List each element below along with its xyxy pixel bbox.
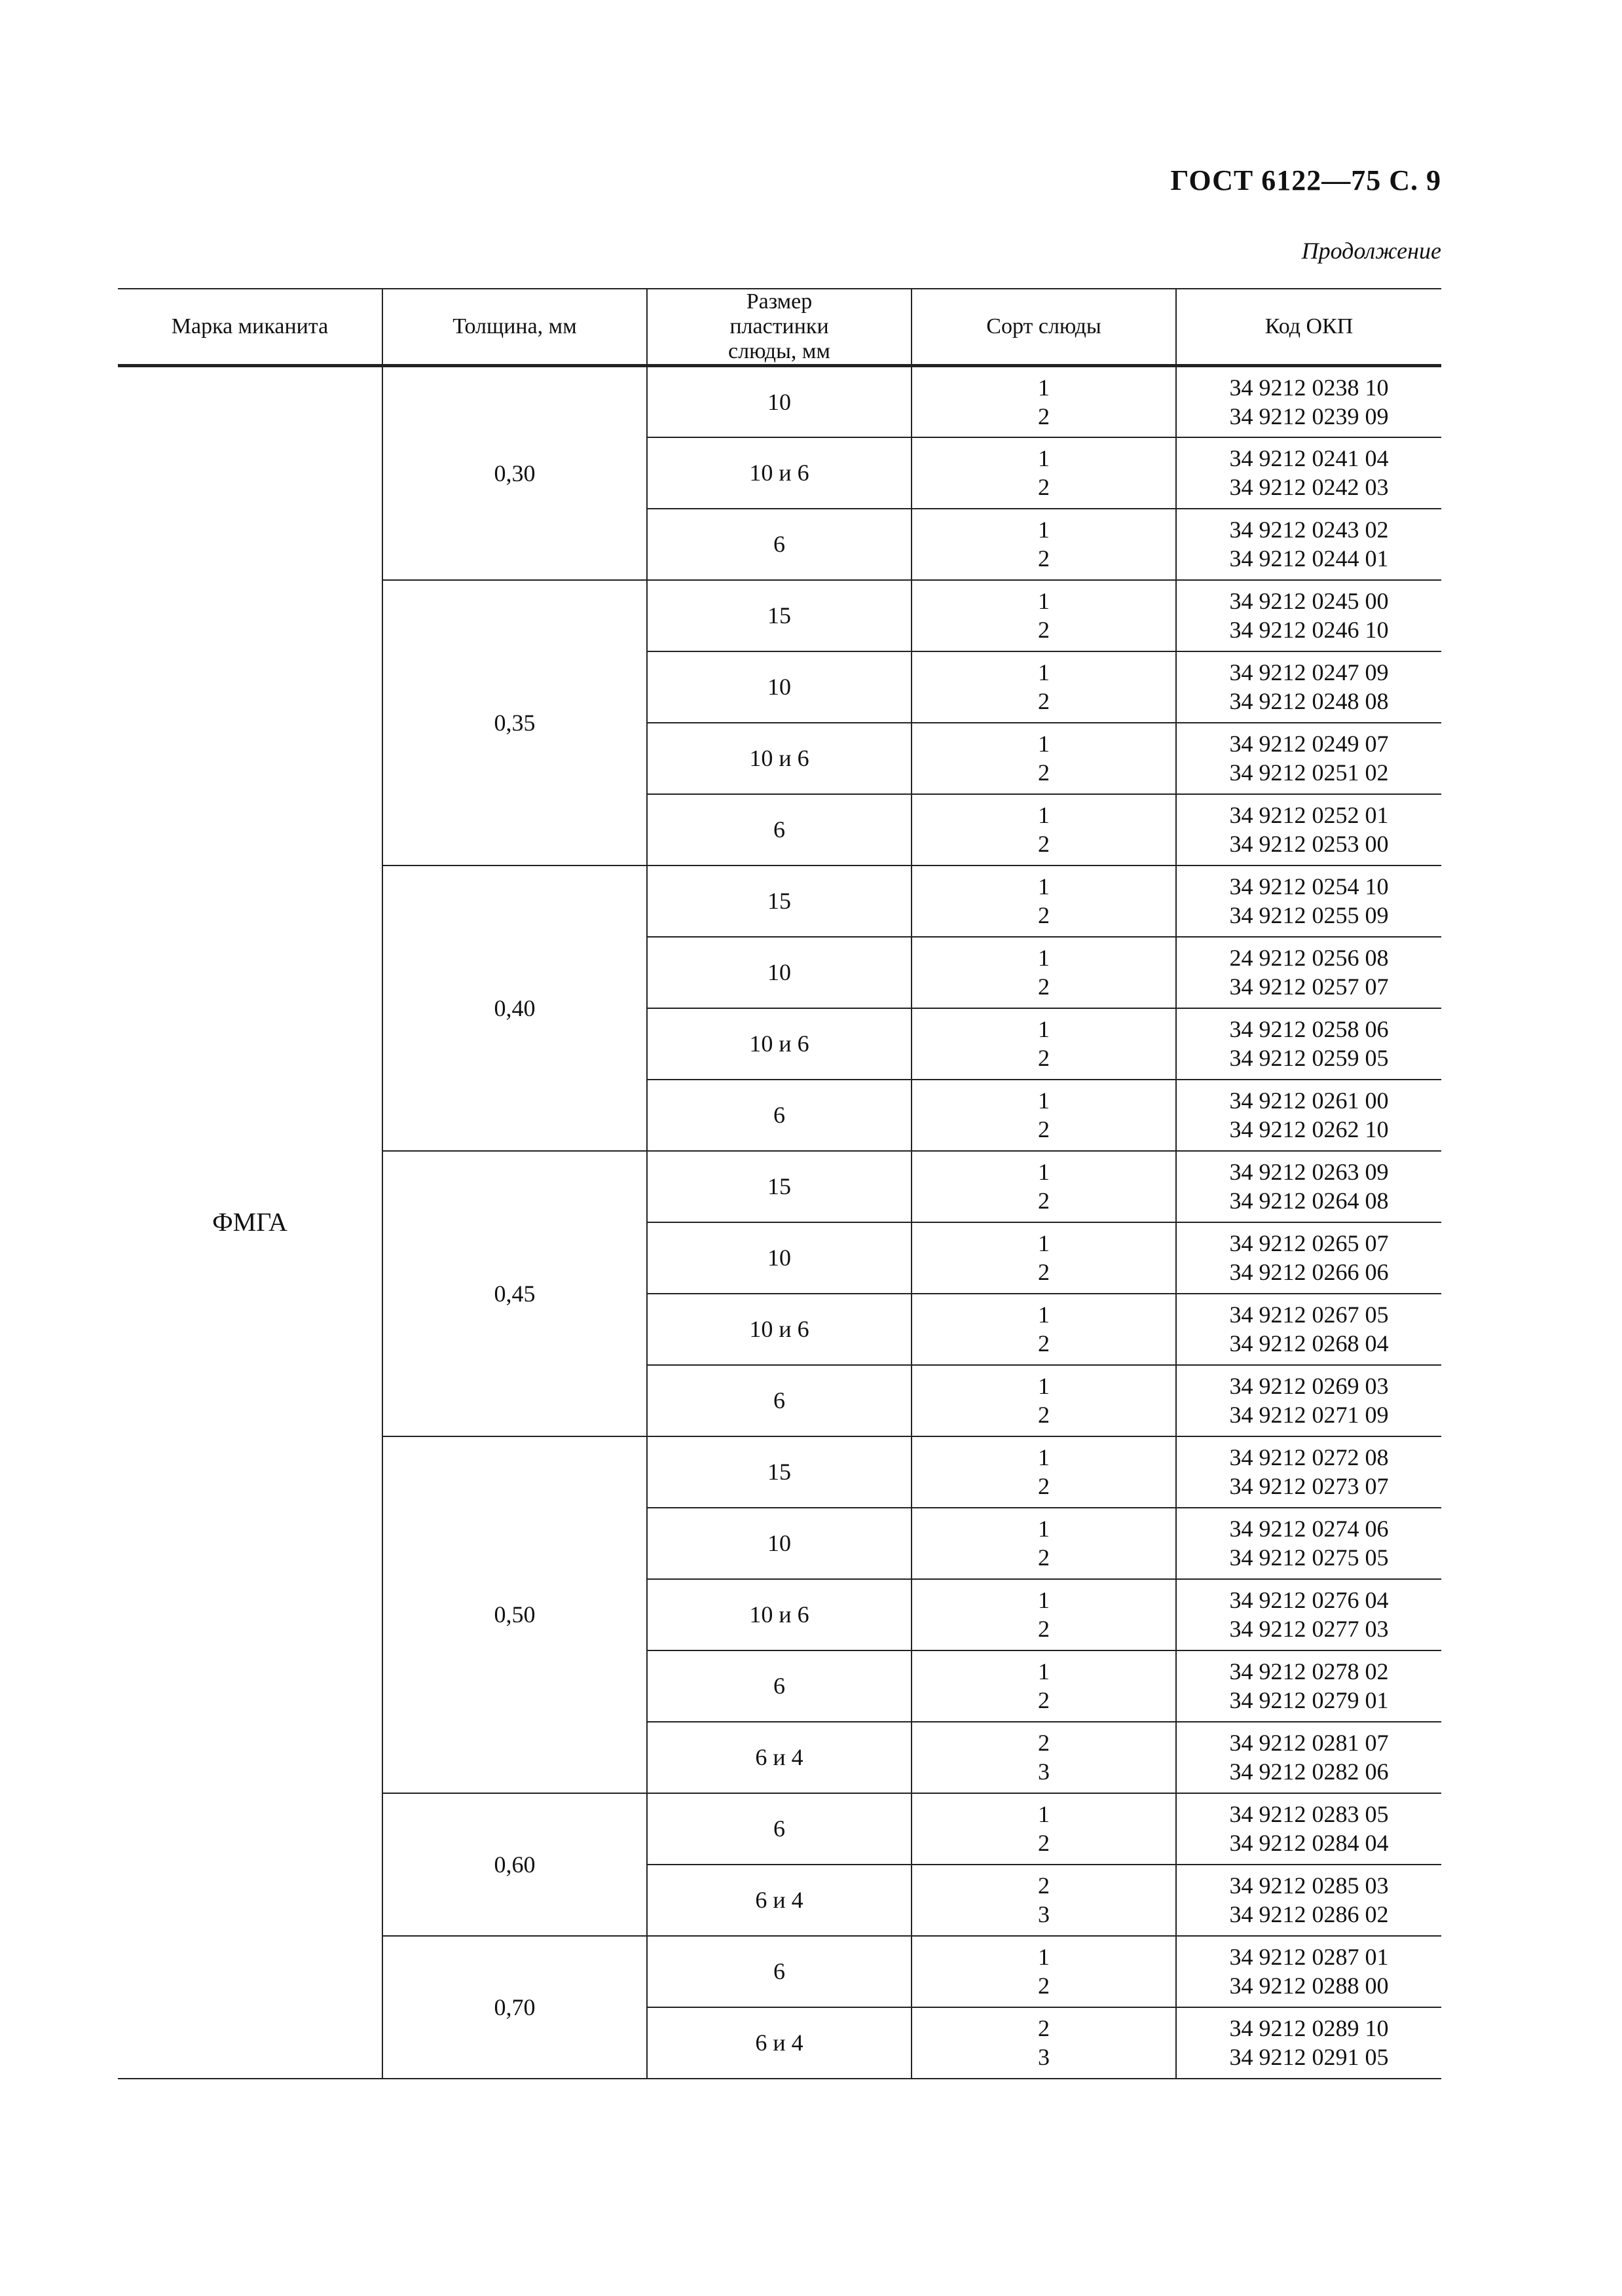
mica-grade-value: 1 <box>1038 1658 1050 1685</box>
mica-grade-value: 2 <box>1038 1473 1050 1499</box>
mica-grade-cell <box>912 580 1176 651</box>
plate-size-cell: 10 и 6 <box>647 437 912 509</box>
okp-code-value: 34 9212 0249 07 <box>1229 731 1389 757</box>
mica-grade-cell <box>912 1222 1176 1294</box>
okp-code-value: 34 9212 0247 09 <box>1229 659 1389 685</box>
okp-code-value: 34 9212 0279 01 <box>1229 1687 1389 1713</box>
okp-code-table <box>118 288 1441 2079</box>
okp-code-value: 34 9212 0264 08 <box>1229 1188 1389 1214</box>
mica-grade-cell <box>912 651 1176 723</box>
okp-code-value: 34 9212 0246 10 <box>1229 617 1389 643</box>
plate-size-cell: 10 и 6 <box>647 1579 912 1650</box>
mica-grade-value: 2 <box>1038 1872 1050 1899</box>
continuation-label: Продолжение <box>1301 238 1441 264</box>
mica-grade-cell <box>912 1436 1176 1508</box>
mica-grade-value: 2 <box>1038 617 1050 643</box>
okp-code-value: 34 9212 0284 04 <box>1229 1830 1389 1856</box>
okp-code-value: 34 9212 0251 02 <box>1229 759 1389 786</box>
plate-size-cell: 15 <box>647 1151 912 1222</box>
mica-grade-value: 1 <box>1038 1944 1050 1970</box>
thickness-cell: 0,60 <box>382 1793 647 1936</box>
okp-code-value: 34 9212 0248 08 <box>1229 688 1389 714</box>
mica-grade-value: 2 <box>1038 1188 1050 1214</box>
mica-grade-cell <box>912 437 1176 509</box>
plate-size-cell: 15 <box>647 580 912 651</box>
mica-grade-cell <box>912 1865 1176 1936</box>
mica-grade-cell <box>912 509 1176 580</box>
mica-grade-value: 2 <box>1038 474 1050 500</box>
okp-code-value: 34 9212 0242 03 <box>1229 474 1389 500</box>
okp-code-cell <box>1176 1080 1441 1151</box>
okp-code-value: 34 9212 0282 06 <box>1229 1758 1389 1785</box>
mica-grade-value: 1 <box>1038 374 1050 401</box>
plate-size-cell: 6 <box>647 1080 912 1151</box>
mica-grade-value: 2 <box>1038 902 1050 928</box>
mica-grade-value: 2 <box>1038 1687 1050 1713</box>
mica-grade-cell <box>912 1579 1176 1650</box>
mica-grade-value: 1 <box>1038 1087 1050 1114</box>
okp-code-cell <box>1176 437 1441 509</box>
plate-size-cell: 10 и 6 <box>647 723 912 794</box>
mica-grade-value: 2 <box>1038 1330 1050 1357</box>
okp-code-cell <box>1176 2007 1441 2079</box>
okp-code-cell <box>1176 1222 1441 1294</box>
column-header-mica-grade: Сорт слюды <box>912 289 1176 366</box>
mica-grade-value: 2 <box>1038 545 1050 572</box>
plate-size-cell: 15 <box>647 1436 912 1508</box>
table-header-row <box>118 289 1441 366</box>
mica-grade-value: 1 <box>1038 445 1050 471</box>
okp-code-value: 34 9212 0245 00 <box>1229 588 1389 614</box>
mica-grade-value: 1 <box>1038 1444 1050 1470</box>
okp-code-value: 34 9212 0269 03 <box>1229 1373 1389 1399</box>
plate-size-cell: 6 <box>647 794 912 866</box>
plate-size-cell: 10 <box>647 1222 912 1294</box>
okp-code-cell <box>1176 1294 1441 1365</box>
okp-code-value: 34 9212 0239 09 <box>1229 403 1389 429</box>
table-row <box>118 366 1441 437</box>
mica-grade-value: 2 <box>1038 403 1050 429</box>
mica-grade-cell <box>912 1294 1176 1365</box>
page-header: ГОСТ 6122—75 С. 9 <box>1170 164 1441 196</box>
plate-size-cell: 15 <box>647 866 912 937</box>
mica-grade-cell <box>912 723 1176 794</box>
mica-grade-value: 1 <box>1038 1230 1050 1256</box>
okp-code-value: 34 9212 0275 05 <box>1229 1544 1389 1571</box>
thickness-cell: 0,45 <box>382 1151 647 1436</box>
okp-code-cell <box>1176 509 1441 580</box>
okp-code-value: 34 9212 0289 10 <box>1229 2015 1389 2041</box>
mica-grade-value: 2 <box>1038 1402 1050 1428</box>
okp-code-cell <box>1176 1365 1441 1436</box>
okp-code-value: 34 9212 0278 02 <box>1229 1658 1389 1685</box>
plate-size-cell: 6 и 4 <box>647 2007 912 2079</box>
mica-grade-value: 1 <box>1038 1373 1050 1399</box>
mica-grade-cell <box>912 1151 1176 1222</box>
okp-code-value: 34 9212 0252 01 <box>1229 802 1389 828</box>
okp-code-value: 34 9212 0271 09 <box>1229 1402 1389 1428</box>
okp-code-value: 34 9212 0243 02 <box>1229 517 1389 543</box>
column-header-okp-code: Код ОКП <box>1176 289 1441 366</box>
mica-grade-value: 2 <box>1038 1830 1050 1856</box>
okp-code-cell <box>1176 723 1441 794</box>
mica-grade-value: 3 <box>1038 1758 1050 1785</box>
okp-code-value: 34 9212 0244 01 <box>1229 545 1389 572</box>
mica-grade-cell <box>912 1365 1176 1436</box>
okp-code-value: 34 9212 0258 06 <box>1229 1016 1389 1042</box>
mica-grade-cell <box>912 1793 1176 1865</box>
okp-code-value: 34 9212 0253 00 <box>1229 831 1389 857</box>
okp-code-value: 34 9212 0268 04 <box>1229 1330 1389 1357</box>
mica-grade-value: 1 <box>1038 1801 1050 1827</box>
mica-grade-cell <box>912 937 1176 1008</box>
okp-code-value: 34 9212 0273 07 <box>1229 1473 1389 1499</box>
okp-code-cell <box>1176 1579 1441 1650</box>
plate-size-cell: 6 и 4 <box>647 1865 912 1936</box>
plate-size-cell: 6 <box>647 1936 912 2007</box>
table-body <box>118 366 1441 2079</box>
mica-grade-value: 1 <box>1038 945 1050 971</box>
okp-code-value: 34 9212 0291 05 <box>1229 2044 1389 2070</box>
okp-code-value: 34 9212 0266 06 <box>1229 1259 1389 1285</box>
mica-grade-cell <box>912 2007 1176 2079</box>
mica-grade-value: 2 <box>1038 1616 1050 1642</box>
plate-size-cell: 6 <box>647 1650 912 1722</box>
mica-grade-cell <box>912 1080 1176 1151</box>
thickness-cell: 0,50 <box>382 1436 647 1793</box>
okp-code-cell <box>1176 1865 1441 1936</box>
mica-grade-value: 2 <box>1038 2015 1050 2041</box>
plate-size-cell: 10 <box>647 937 912 1008</box>
okp-code-cell <box>1176 366 1441 437</box>
mica-grade-value: 1 <box>1038 1302 1050 1328</box>
okp-code-value: 34 9212 0261 00 <box>1229 1087 1389 1114</box>
okp-code-value: 34 9212 0283 05 <box>1229 1801 1389 1827</box>
mica-grade-cell <box>912 1722 1176 1793</box>
okp-code-value: 34 9212 0286 02 <box>1229 1901 1389 1927</box>
okp-code-value: 34 9212 0281 07 <box>1229 1730 1389 1756</box>
okp-code-cell <box>1176 1436 1441 1508</box>
plate-size-cell: 10 и 6 <box>647 1294 912 1365</box>
mica-grade-value: 3 <box>1038 1901 1050 1927</box>
mark-cell: ФМГА <box>118 366 382 2079</box>
mica-grade-cell <box>912 1508 1176 1579</box>
okp-code-value: 34 9212 0288 00 <box>1229 1973 1389 1999</box>
mica-grade-value: 1 <box>1038 588 1050 614</box>
mica-grade-value: 1 <box>1038 731 1050 757</box>
okp-code-value: 34 9212 0265 07 <box>1229 1230 1389 1256</box>
okp-code-value: 34 9212 0285 03 <box>1229 1872 1389 1899</box>
okp-code-value: 34 9212 0277 03 <box>1229 1616 1389 1642</box>
okp-code-value: 34 9212 0259 05 <box>1229 1045 1389 1071</box>
mica-grade-value: 1 <box>1038 873 1050 900</box>
plate-size-cell: 6 <box>647 1365 912 1436</box>
mica-grade-value: 2 <box>1038 1544 1050 1571</box>
mica-grade-value: 2 <box>1038 1116 1050 1142</box>
mica-grade-cell <box>912 1650 1176 1722</box>
mica-grade-value: 3 <box>1038 2044 1050 2070</box>
mica-grade-value: 1 <box>1038 1587 1050 1613</box>
okp-code-value: 34 9212 0276 04 <box>1229 1587 1389 1613</box>
mica-grade-cell <box>912 1936 1176 2007</box>
column-header-mark: Марка миканита <box>118 289 382 366</box>
mica-grade-value: 2 <box>1038 759 1050 786</box>
okp-code-value: 34 9212 0257 07 <box>1229 974 1389 1000</box>
okp-code-cell <box>1176 1008 1441 1080</box>
okp-code-value: 34 9212 0238 10 <box>1229 374 1389 401</box>
okp-code-cell <box>1176 580 1441 651</box>
okp-code-value: 34 9212 0241 04 <box>1229 445 1389 471</box>
okp-code-cell <box>1176 794 1441 866</box>
mica-grade-value: 1 <box>1038 1159 1050 1185</box>
mica-grade-value: 2 <box>1038 974 1050 1000</box>
plate-size-cell: 10 <box>647 366 912 437</box>
okp-code-value: 34 9212 0254 10 <box>1229 873 1389 900</box>
plate-size-cell: 10 <box>647 651 912 723</box>
plate-size-cell: 10 <box>647 1508 912 1579</box>
okp-code-cell <box>1176 937 1441 1008</box>
okp-code-cell <box>1176 1936 1441 2007</box>
mica-grade-cell <box>912 1008 1176 1080</box>
okp-code-cell <box>1176 1151 1441 1222</box>
mica-grade-value: 2 <box>1038 1045 1050 1071</box>
okp-code-cell <box>1176 1793 1441 1865</box>
mica-grade-value: 2 <box>1038 688 1050 714</box>
mica-grade-cell <box>912 866 1176 937</box>
thickness-cell: 0,30 <box>382 366 647 580</box>
plate-size-cell: 10 и 6 <box>647 1008 912 1080</box>
okp-code-cell <box>1176 866 1441 937</box>
plate-size-cell: 6 <box>647 509 912 580</box>
mica-grade-value: 1 <box>1038 1016 1050 1042</box>
okp-code-value: 34 9212 0262 10 <box>1229 1116 1389 1142</box>
thickness-cell: 0,70 <box>382 1936 647 2079</box>
column-header-thickness: Толщина, мм <box>382 289 647 366</box>
okp-code-value: 24 9212 0256 08 <box>1229 945 1389 971</box>
thickness-cell: 0,40 <box>382 866 647 1151</box>
thickness-cell: 0,35 <box>382 580 647 866</box>
okp-code-cell <box>1176 1508 1441 1579</box>
mica-grade-value: 1 <box>1038 659 1050 685</box>
okp-code-value: 34 9212 0274 06 <box>1229 1516 1389 1542</box>
plate-size-cell: 6 и 4 <box>647 1722 912 1793</box>
mica-grade-value: 1 <box>1038 517 1050 543</box>
mica-grade-value: 2 <box>1038 1973 1050 1999</box>
mica-grade-value: 1 <box>1038 802 1050 828</box>
okp-code-cell <box>1176 1650 1441 1722</box>
column-header-plate-size: Размер пластинки слюды, мм <box>647 289 912 366</box>
okp-code-value: 34 9212 0267 05 <box>1229 1302 1389 1328</box>
mica-grade-value: 1 <box>1038 1516 1050 1542</box>
okp-code-cell <box>1176 651 1441 723</box>
okp-code-value: 34 9212 0255 09 <box>1229 902 1389 928</box>
okp-code-value: 34 9212 0287 01 <box>1229 1944 1389 1970</box>
okp-code-value: 34 9212 0263 09 <box>1229 1159 1389 1185</box>
mica-grade-value: 2 <box>1038 1730 1050 1756</box>
mica-grade-cell <box>912 366 1176 437</box>
mica-grade-cell <box>912 794 1176 866</box>
okp-code-cell <box>1176 1722 1441 1793</box>
plate-size-cell: 6 <box>647 1793 912 1865</box>
mica-grade-value: 2 <box>1038 1259 1050 1285</box>
mica-grade-value: 2 <box>1038 831 1050 857</box>
okp-code-value: 34 9212 0272 08 <box>1229 1444 1389 1470</box>
